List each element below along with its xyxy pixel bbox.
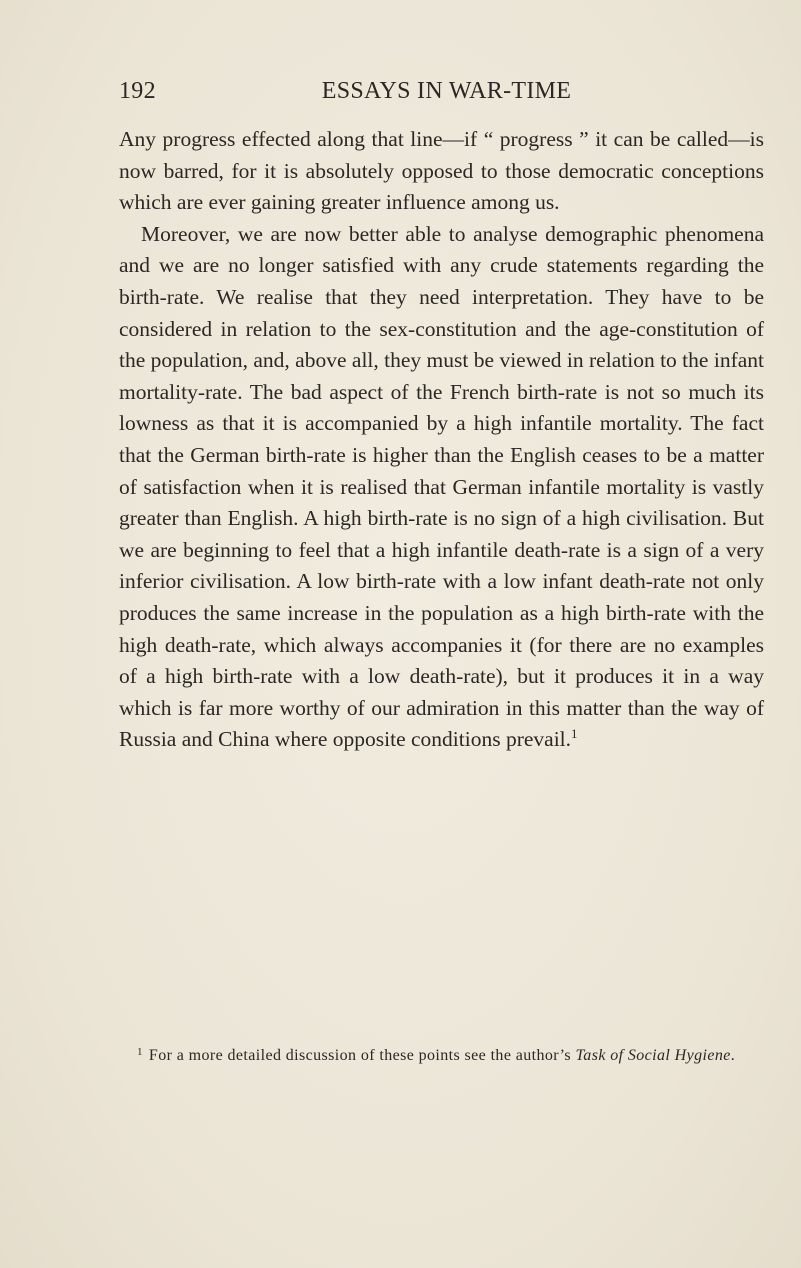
footnote-end-punct: . — [730, 1047, 736, 1064]
footnote-marker: 1 — [137, 1046, 143, 1058]
footnote — [119, 1046, 764, 1066]
paragraph-2 — [119, 219, 764, 756]
footnote-reference: 1 — [571, 726, 578, 742]
paragraph-1 — [119, 124, 764, 219]
footnote-work-title: Task of Social Hygiene — [575, 1047, 731, 1064]
running-title: ESSAYS IN WAR-TIME — [321, 78, 572, 104]
running-head — [119, 78, 764, 114]
page-number: 192 — [119, 78, 156, 104]
footnote-text: For a more detailed discussion of these points see the author’s — [148, 1047, 572, 1064]
body-text — [119, 124, 764, 756]
paragraph-2-text: Moreover, we are now better able to analyse demographic phenomena and we are no longer satisfied with any crude statements regarding the birth-rate. We realise that they need interpretation. They have to be considered in relation to the sex-constitution and the age-constitution of the population, and, above all, they must be viewed in relation to the infant mortality-rate. The bad aspect of the French birth-rate is not so much its lowness as that it is accompanied by a high infantile mortality. The fact that the German birth-rate is higher than the English ceases to be a matter of satisfaction when it is realised that German infantile mortality is vastly greater than English. A high birth-rate is no sign of a high civilisation. But we are beginning to feel that a high infantile death-rate is a sign of a very inferior civilisation. A low birth-rate with a low infant death-rate not only produces the same increase in the population as a high birth-rate with the high death-rate, which always accompanies it (for there are no examples of a high birth-rate with a low death-rate), but it produces it in a way which is far more worthy of our admiration in this matter than the way of Russia and China where opposite conditions prevail. — [119, 221, 764, 752]
paragraph-1-text: Any progress effected along that line—if “ progress ” it can be called—is now barred, for it is absolutely opposed to those democratic conceptions which are ever gaining greater influence among us. — [119, 127, 764, 215]
